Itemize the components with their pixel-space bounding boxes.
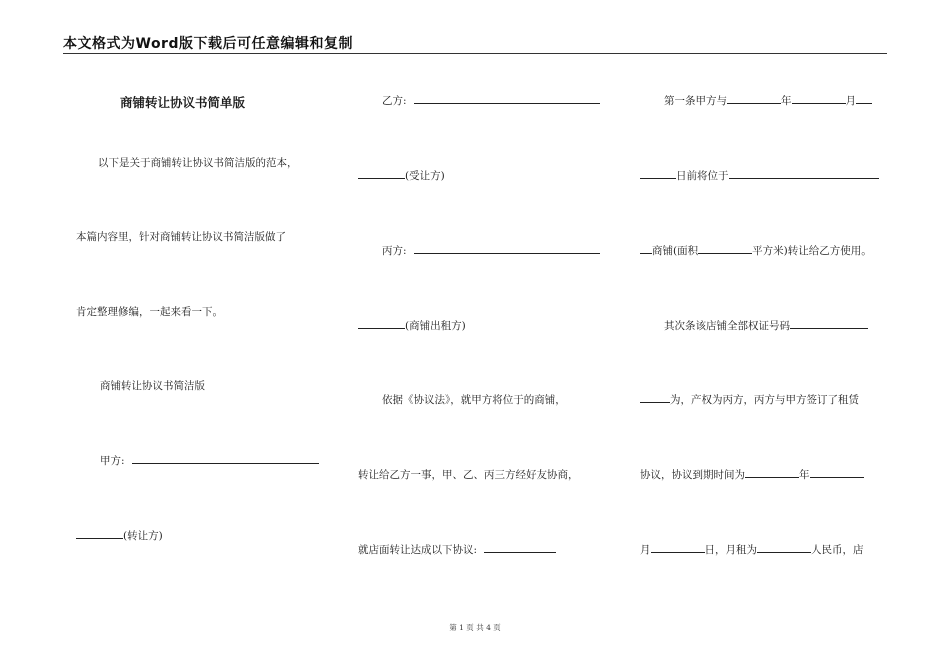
page-footer: 第 1 页 共 4 页 bbox=[449, 623, 501, 632]
blank-year-1 bbox=[727, 93, 781, 104]
basis-line-2: 转让给乙方一事，甲、乙、丙三方经好友协商， bbox=[358, 469, 579, 481]
blank-day-1 bbox=[640, 168, 676, 179]
month-label-1: 月 bbox=[845, 95, 856, 107]
party-a-line bbox=[100, 453, 319, 468]
party-a-label: 甲方: bbox=[100, 455, 125, 467]
blank-expiry-month bbox=[810, 467, 864, 478]
party-b-role: (受让方) bbox=[405, 170, 445, 182]
ownership-text: 为，产权为丙方，丙方与甲方签订了租赁 bbox=[670, 394, 859, 406]
article-2-text: 其次条该店铺全部权证号码 bbox=[664, 320, 790, 332]
party-c-role-blank bbox=[358, 318, 405, 329]
blank-shop bbox=[640, 243, 652, 254]
article-1-line-3 bbox=[640, 243, 872, 258]
article-2-line-1 bbox=[664, 318, 868, 333]
month-label-2: 月 bbox=[640, 544, 651, 556]
party-c-role-line bbox=[358, 318, 466, 333]
year-label-1: 年 bbox=[781, 95, 792, 107]
intro-line-3: 肯定整理修编，一起来看一下。 bbox=[76, 306, 223, 318]
party-a-role-line bbox=[76, 528, 163, 543]
header-rule bbox=[63, 53, 887, 54]
expiry-text: 协议，协议到期时间为 bbox=[640, 469, 745, 481]
located-text: 日前将位于 bbox=[676, 170, 729, 182]
party-c-blank bbox=[414, 243, 600, 254]
blank-tail-1 bbox=[856, 93, 872, 104]
subtitle: 商铺转让协议书简洁版 bbox=[100, 380, 205, 392]
party-c-role: (商铺出租方) bbox=[405, 320, 466, 332]
blank-rent bbox=[757, 542, 811, 553]
basis-line-3-text: 就店面转让达成以下协议: bbox=[358, 544, 478, 556]
party-b-blank bbox=[414, 93, 600, 104]
blank-location bbox=[729, 168, 879, 179]
party-b-role-blank bbox=[358, 168, 405, 179]
party-c-label: 丙方: bbox=[382, 245, 407, 257]
blank-cert-number bbox=[790, 318, 868, 329]
agreement-blank bbox=[484, 542, 556, 553]
party-a-role: (转让方) bbox=[123, 530, 163, 542]
article-2-line-3 bbox=[640, 467, 864, 482]
article-2-line-4 bbox=[640, 542, 864, 557]
article-1-line-2 bbox=[640, 168, 879, 183]
party-b-role-line bbox=[358, 168, 445, 183]
page-header-title: 本文格式为Word版下载后可任意编辑和复制 bbox=[63, 36, 353, 52]
document-title: 商铺转让协议书简单版 bbox=[120, 95, 246, 110]
intro-line-1: 以下是关于商铺转让协议书简洁版的范本， bbox=[98, 157, 298, 169]
shop-area-text: 商铺(面积 bbox=[652, 245, 699, 257]
party-c-line bbox=[382, 243, 600, 258]
rent-text: 日，月租为 bbox=[704, 544, 757, 556]
article-1-text: 第一条甲方与 bbox=[664, 95, 727, 107]
article-2-line-2 bbox=[640, 392, 859, 407]
party-b-label: 乙方: bbox=[382, 95, 407, 107]
blank-cert-number-2 bbox=[640, 392, 670, 403]
party-a-blank bbox=[132, 453, 319, 464]
basis-line-1: 依据《协议法》，就甲方将位于的商铺， bbox=[382, 394, 566, 406]
blank-month-1 bbox=[792, 93, 846, 104]
currency-text: 人民币，店 bbox=[811, 544, 864, 556]
year-label-2: 年 bbox=[799, 469, 810, 481]
basis-line-3 bbox=[358, 542, 556, 557]
blank-area bbox=[698, 243, 752, 254]
blank-expiry-day bbox=[651, 542, 705, 553]
area-unit-text: 平方米)转让给乙方使用。 bbox=[752, 245, 872, 257]
party-b-line bbox=[382, 93, 600, 108]
party-a-role-blank bbox=[76, 528, 123, 539]
article-1-line-1 bbox=[664, 93, 872, 108]
blank-expiry-year bbox=[745, 467, 799, 478]
intro-line-2: 本篇内容里，针对商铺转让协议书简洁版做了 bbox=[76, 231, 286, 243]
